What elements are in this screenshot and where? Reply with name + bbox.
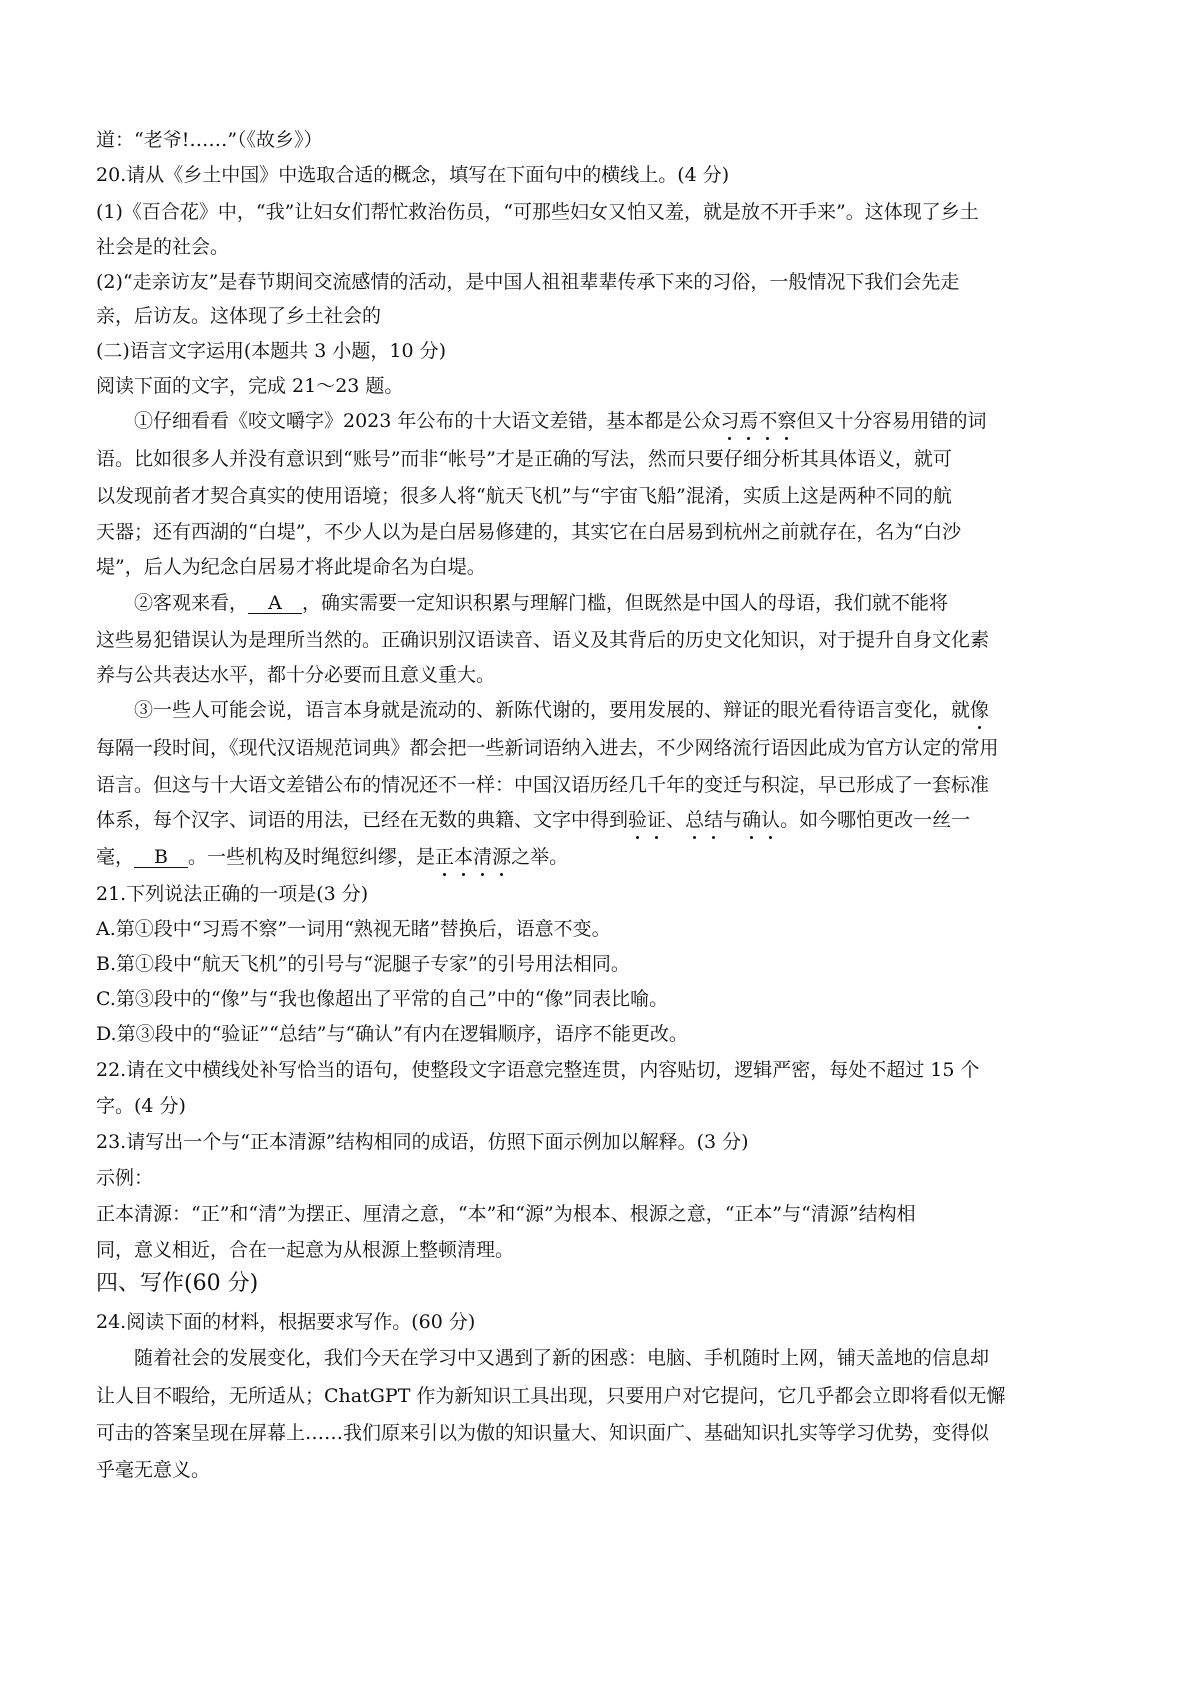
emphasis-xiang: 像	[970, 699, 990, 721]
q20-item1-line1: (1)《百合花》中，“我”让妇女们帮忙救治伤员，“可那些妇女又怕又羞，就是放不开手来”。这体现了乡土	[96, 201, 979, 223]
q24-material-line1: 随着社会的发展变化，我们今天在学习中又遇到了新的困惑：电脑、手机随时上网，铺天盖地的信息却	[134, 1347, 990, 1369]
blank-b: B	[134, 847, 188, 868]
emphasis-queren: 确认	[742, 809, 781, 831]
passage-p1-line5: 堤”，后人为纪念白居易才将此堤命名为白堤。	[96, 556, 486, 578]
passage-p3-line5: 毫， B 。一些机构及时绳愆纠缪，是正本清源之举。	[96, 846, 569, 868]
passage-p1-line1: ①仔细看看《咬文嚼字》2023 年公布的十大语文差错，基本都是公众习焉不察但又十分容易用错的词	[134, 410, 987, 432]
q20-item1-line2: 社会是的社会。	[96, 236, 230, 258]
emphasis-yanzheng: 验证	[628, 809, 667, 831]
passage-p2-line2: 这些易犯错误认为是理所当然的。正确识别汉语读音、语义及其背后的历史文化知识，对于提升自身文化素	[96, 629, 990, 651]
section2-heading: (二)语言文字运用(本题共 3 小题，10 分)	[96, 340, 447, 362]
q20-item2-line1: (2)“走亲访友”是春节期间交流感情的活动，是中国人祖祖辈辈传承下来的习俗，一般情况下我们会先走	[96, 271, 960, 293]
passage-p2-line3: 养与公共表达水平，都十分必要而且意义重大。	[96, 664, 496, 686]
passage-p2-line1: ②客观来看， A ，确实需要一定知识积累与理解门槛，但既然是中国人的母语，我们就不能将	[134, 592, 949, 614]
q21-option-b: B.第①段中“航天飞机”的引号与“泥腿子专家”的引号用法相同。	[96, 953, 630, 975]
passage-p3-line1: ③一些人可能会说，语言本身就是流动的、新陈代谢的，要用发展的、辩证的眼光看待语言变化，就像	[134, 699, 990, 721]
q21-option-c: C.第③段中的“像”与“我也像超出了平常的自己”中的“像”同表比喻。	[96, 988, 669, 1010]
q20-item2-line2: 亲，后访友。这体现了乡土社会的	[96, 305, 382, 327]
q19-tail: 道：“老爷!……”（《故乡》）	[96, 129, 323, 151]
passage-p3-line3: 语言。但这与十大语文差错公布的情况还不一样：中国汉语历经几千年的变迁与积淀，早已形成了一套标准	[96, 774, 990, 796]
q22-line1: 22.请在文中横线处补写恰当的语句，使整段文字语意完整连贯，内容贴切，逻辑严密，每处不超过 15 个	[96, 1059, 980, 1081]
q22-line2: 字。(4 分)	[96, 1095, 186, 1117]
q24-material-line3: 可击的答案呈现在屏幕上……我们原来引以为傲的知识量大、知识面广、基础知识扎实等学习优势，变得似	[96, 1422, 990, 1444]
q21-option-a: A.第①段中“习焉不察”一词用“熟视无睹”替换后，语意不变。	[96, 918, 611, 940]
passage-p3-line4: 体系，每个汉字、词语的用法，已经在无数的典籍、文字中得到验证、总结与确认。如今哪怕更改一丝一	[96, 809, 971, 831]
emphasis-zongjie: 总结	[685, 809, 724, 831]
section4-heading: 四、写作(60 分)	[96, 1271, 259, 1296]
section2-instruction: 阅读下面的文字，完成 21～23 题。	[96, 375, 404, 397]
passage-p3-line2: 每隔一段时间，《现代汉语规范词典》都会把一些新词语纳入进去，不少网络流行语因此成为官方认定的常用	[96, 737, 999, 759]
passage-p1-line3: 以发现前者才契合真实的使用语境；很多人将“航天飞机”与“宇宙飞船”混淆，实质上这是两种不同的航	[96, 485, 952, 507]
q24-material-line2: 让人目不暇给，无所适从；ChatGPT 作为新知识工具出现，只要用户对它提问，它几乎都会立即将看似无懈	[96, 1385, 1006, 1407]
passage-p1-line4: 天器；还有西湖的“白堤”，不少人以为是白居易修建的，其实它在白居易到杭州之前就存在，名为“白沙	[96, 521, 962, 543]
q21-option-d: D.第③段中的“验证”“总结”与“确认”有内在逻辑顺序，语序不能更改。	[96, 1023, 688, 1045]
passage-p1-line2: 语。比如很多人并没有意识到“账号”而非“帐号”才是正确的写法，然而只要仔细分析其具体语义，就可	[96, 448, 952, 470]
emphasis-xiyanbucha: 习焉不察	[720, 410, 797, 432]
q20-stem: 20.请从《乡土中国》中选取合适的概念，填写在下面句中的横线上。(4 分)	[96, 164, 730, 186]
q24-stem: 24.阅读下面的材料，根据要求写作。(60 分)	[96, 1311, 476, 1333]
q23-example-label: 示例：	[96, 1167, 154, 1189]
q24-material-line4: 乎毫无意义。	[96, 1459, 211, 1481]
blank-a: A	[248, 593, 302, 614]
q23-example-line2: 同，意义相近，合在一起意为从根源上整顿清理。	[96, 1239, 515, 1261]
q23-stem: 23.请写出一个与“正本清源”结构相同的成语，仿照下面示例加以解释。(3 分)	[96, 1131, 749, 1153]
emphasis-zhengbenqingyuan: 正本清源	[435, 846, 512, 868]
q21-stem: 21.下列说法正确的一项是(3 分)	[96, 883, 369, 905]
q23-example-line1: 正本清源：“正”和“清”为摆正、厘清之意，“本”和“源”为根本、根源之意，“正本”与“清源”结构相	[96, 1203, 916, 1225]
